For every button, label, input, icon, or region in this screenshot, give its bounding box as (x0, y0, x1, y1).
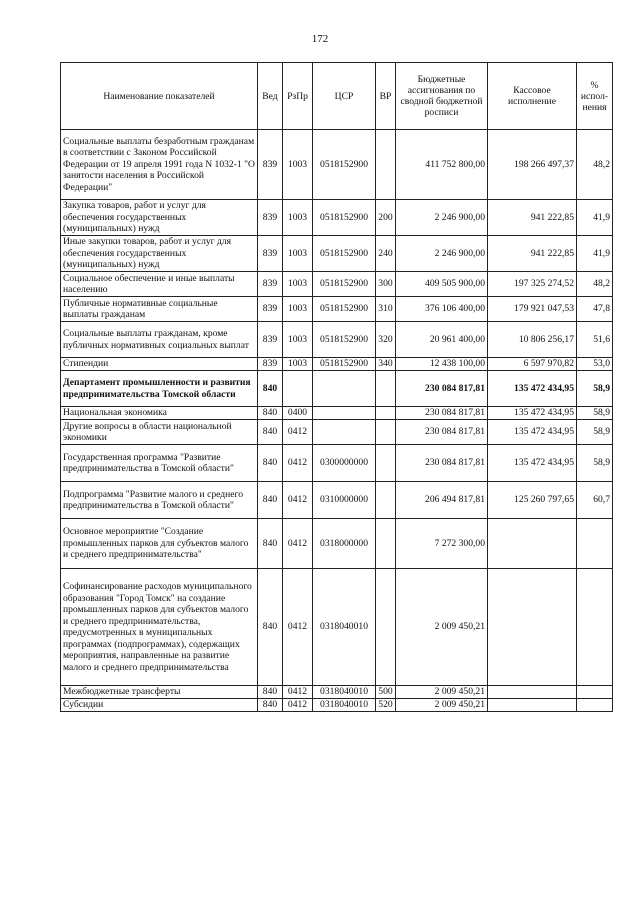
cell-rzpr: 0412 (283, 569, 313, 686)
cell-csr: 0318040010 (313, 699, 376, 712)
cell-vr (376, 407, 396, 420)
cell-assigned: 230 084 817,81 (396, 420, 488, 445)
cell-ved: 840 (258, 371, 283, 407)
cell-percent (577, 519, 613, 569)
page-number: 172 (311, 33, 329, 45)
cell-rzpr: 1003 (283, 322, 313, 358)
cell-ved: 839 (258, 200, 283, 236)
cell-ved: 839 (258, 297, 283, 322)
budget-table (60, 62, 613, 712)
cell-vr (376, 445, 396, 482)
cell-cash: 941 222,85 (488, 200, 577, 236)
cell-name: Софинансирование расходов муниципального образования "Город Томск" на создание промышленных парков для субъектов малого и среднего предпринимательства, предусмотренных в муниципальных программах (подпрограммах), содержащих мероприятия, направленные на развитие малого и среднего предпринимательства (61, 569, 258, 686)
cell-rzpr: 1003 (283, 272, 313, 297)
header-vr: ВР (376, 63, 396, 130)
cell-percent: 58,9 (577, 420, 613, 445)
table-row (61, 130, 613, 200)
cell-ved: 840 (258, 420, 283, 445)
cell-name: Субсидии (61, 699, 258, 712)
cell-ved: 839 (258, 236, 283, 272)
cell-csr (313, 407, 376, 420)
cell-percent (577, 699, 613, 712)
cell-vr: 310 (376, 297, 396, 322)
cell-assigned: 230 084 817,81 (396, 371, 488, 407)
cell-cash: 179 921 047,53 (488, 297, 577, 322)
cell-percent: 47,8 (577, 297, 613, 322)
header-cash: Кассовое исполнение (488, 63, 577, 130)
header-percent: % испол-нения (577, 63, 613, 130)
cell-name: Подпрограмма "Развитие малого и среднего предпринимательства в Томской области" (61, 482, 258, 519)
cell-csr (313, 371, 376, 407)
cell-ved: 839 (258, 272, 283, 297)
cell-ved: 840 (258, 407, 283, 420)
table-row (61, 371, 613, 407)
cell-vr: 320 (376, 322, 396, 358)
header-row (61, 63, 613, 130)
cell-name: Социальные выплаты гражданам, кроме публичных нормативных социальных выплат (61, 322, 258, 358)
cell-name: Национальная экономика (61, 407, 258, 420)
cell-percent: 41,9 (577, 200, 613, 236)
cell-assigned: 376 106 400,00 (396, 297, 488, 322)
cell-name: Публичные нормативные социальные выплаты гражданам (61, 297, 258, 322)
cell-rzpr: 0412 (283, 445, 313, 482)
cell-assigned: 2 246 900,00 (396, 200, 488, 236)
cell-name: Другие вопросы в области национальной экономики (61, 420, 258, 445)
table-row (61, 322, 613, 358)
cell-csr: 0318040010 (313, 686, 376, 699)
cell-rzpr: 0412 (283, 519, 313, 569)
cell-rzpr: 1003 (283, 236, 313, 272)
cell-csr: 0300000000 (313, 445, 376, 482)
cell-assigned: 20 961 400,00 (396, 322, 488, 358)
cell-rzpr: 0400 (283, 407, 313, 420)
cell-cash: 125 260 797,65 (488, 482, 577, 519)
cell-assigned: 2 009 450,21 (396, 569, 488, 686)
cell-rzpr: 1003 (283, 130, 313, 200)
table-row (61, 200, 613, 236)
cell-name: Стипендии (61, 358, 258, 371)
cell-percent: 51,6 (577, 322, 613, 358)
table-row (61, 297, 613, 322)
cell-name: Основное мероприятие "Создание промышленных парков для субъектов малого и среднего предпринимательства" (61, 519, 258, 569)
header-csr: ЦСР (313, 63, 376, 130)
cell-ved: 839 (258, 358, 283, 371)
cell-name: Департамент промышленности и развития предпринимательства Томской области (61, 371, 258, 407)
cell-ved: 840 (258, 445, 283, 482)
table-row (61, 686, 613, 699)
cell-assigned: 230 084 817,81 (396, 407, 488, 420)
cell-percent: 53,0 (577, 358, 613, 371)
cell-percent: 60,7 (577, 482, 613, 519)
cell-rzpr (283, 371, 313, 407)
cell-percent: 58,9 (577, 445, 613, 482)
cell-cash (488, 569, 577, 686)
cell-ved: 840 (258, 686, 283, 699)
header-rzpr: РзПр (283, 63, 313, 130)
cell-rzpr: 1003 (283, 358, 313, 371)
cell-vr (376, 420, 396, 445)
cell-rzpr: 1003 (283, 297, 313, 322)
cell-ved: 840 (258, 482, 283, 519)
cell-vr (376, 371, 396, 407)
cell-csr: 0518152900 (313, 297, 376, 322)
cell-assigned: 12 438 100,00 (396, 358, 488, 371)
cell-vr (376, 482, 396, 519)
table-row (61, 569, 613, 686)
cell-rzpr: 0412 (283, 482, 313, 519)
cell-assigned: 409 505 900,00 (396, 272, 488, 297)
cell-vr: 300 (376, 272, 396, 297)
cell-percent: 58,9 (577, 371, 613, 407)
cell-ved: 840 (258, 699, 283, 712)
cell-percent: 48,2 (577, 130, 613, 200)
cell-rzpr: 0412 (283, 699, 313, 712)
cell-name: Социальное обеспечение и иные выплаты населению (61, 272, 258, 297)
cell-cash (488, 519, 577, 569)
cell-assigned: 206 494 817,81 (396, 482, 488, 519)
cell-assigned: 2 246 900,00 (396, 236, 488, 272)
cell-assigned: 2 009 450,21 (396, 686, 488, 699)
cell-csr: 0318040010 (313, 569, 376, 686)
table-row (61, 272, 613, 297)
table-body (61, 130, 613, 712)
cell-percent (577, 686, 613, 699)
cell-csr: 0310000000 (313, 482, 376, 519)
cell-assigned: 411 752 800,00 (396, 130, 488, 200)
cell-csr: 0518152900 (313, 200, 376, 236)
cell-cash (488, 686, 577, 699)
cell-csr: 0318000000 (313, 519, 376, 569)
cell-vr: 520 (376, 699, 396, 712)
header-assigned: Бюджетные ассигнования по сводной бюджетной росписи (396, 63, 488, 130)
cell-rzpr: 0412 (283, 686, 313, 699)
table-row (61, 236, 613, 272)
cell-vr (376, 569, 396, 686)
cell-cash: 135 472 434,95 (488, 371, 577, 407)
cell-name: Закупка товаров, работ и услуг для обеспечения государственных (муниципальных) нужд (61, 200, 258, 236)
cell-cash: 135 472 434,95 (488, 420, 577, 445)
cell-assigned: 7 272 300,00 (396, 519, 488, 569)
cell-ved: 840 (258, 569, 283, 686)
cell-name: Государственная программа "Развитие предпринимательства в Томской области" (61, 445, 258, 482)
cell-vr: 200 (376, 200, 396, 236)
cell-rzpr: 0412 (283, 420, 313, 445)
table-row (61, 445, 613, 482)
cell-cash: 198 266 497,37 (488, 130, 577, 200)
table-row (61, 519, 613, 569)
header-ved: Вед (258, 63, 283, 130)
cell-name: Социальные выплаты безработным гражданам в соответствии с Законом Российской Федерации от 19 апреля 1991 года N 1032-1 "О занятости населения в Российской Федерации" (61, 130, 258, 200)
cell-vr: 500 (376, 686, 396, 699)
cell-csr: 0518152900 (313, 130, 376, 200)
cell-cash: 6 597 970,82 (488, 358, 577, 371)
cell-vr (376, 130, 396, 200)
cell-percent: 48,2 (577, 272, 613, 297)
cell-percent: 58,9 (577, 407, 613, 420)
cell-vr: 340 (376, 358, 396, 371)
table-row (61, 420, 613, 445)
cell-cash: 135 472 434,95 (488, 407, 577, 420)
cell-rzpr: 1003 (283, 200, 313, 236)
table-row (61, 358, 613, 371)
cell-assigned: 2 009 450,21 (396, 699, 488, 712)
cell-vr (376, 519, 396, 569)
cell-csr: 0518152900 (313, 322, 376, 358)
table-row (61, 699, 613, 712)
cell-csr: 0518152900 (313, 358, 376, 371)
table-row (61, 482, 613, 519)
cell-percent: 41,9 (577, 236, 613, 272)
cell-cash (488, 699, 577, 712)
cell-cash: 135 472 434,95 (488, 445, 577, 482)
cell-csr (313, 420, 376, 445)
table-row (61, 407, 613, 420)
cell-name: Межбюджетные трансферты (61, 686, 258, 699)
cell-name: Иные закупки товаров, работ и услуг для обеспечения государственных (муниципальных) нужд (61, 236, 258, 272)
header-name: Наименование показателей (61, 63, 258, 130)
cell-csr: 0518152900 (313, 236, 376, 272)
cell-ved: 839 (258, 130, 283, 200)
cell-csr: 0518152900 (313, 272, 376, 297)
cell-vr: 240 (376, 236, 396, 272)
cell-cash: 941 222,85 (488, 236, 577, 272)
cell-assigned: 230 084 817,81 (396, 445, 488, 482)
cell-percent (577, 569, 613, 686)
cell-ved: 839 (258, 322, 283, 358)
cell-cash: 197 325 274,52 (488, 272, 577, 297)
cell-cash: 10 806 256,17 (488, 322, 577, 358)
cell-ved: 840 (258, 519, 283, 569)
